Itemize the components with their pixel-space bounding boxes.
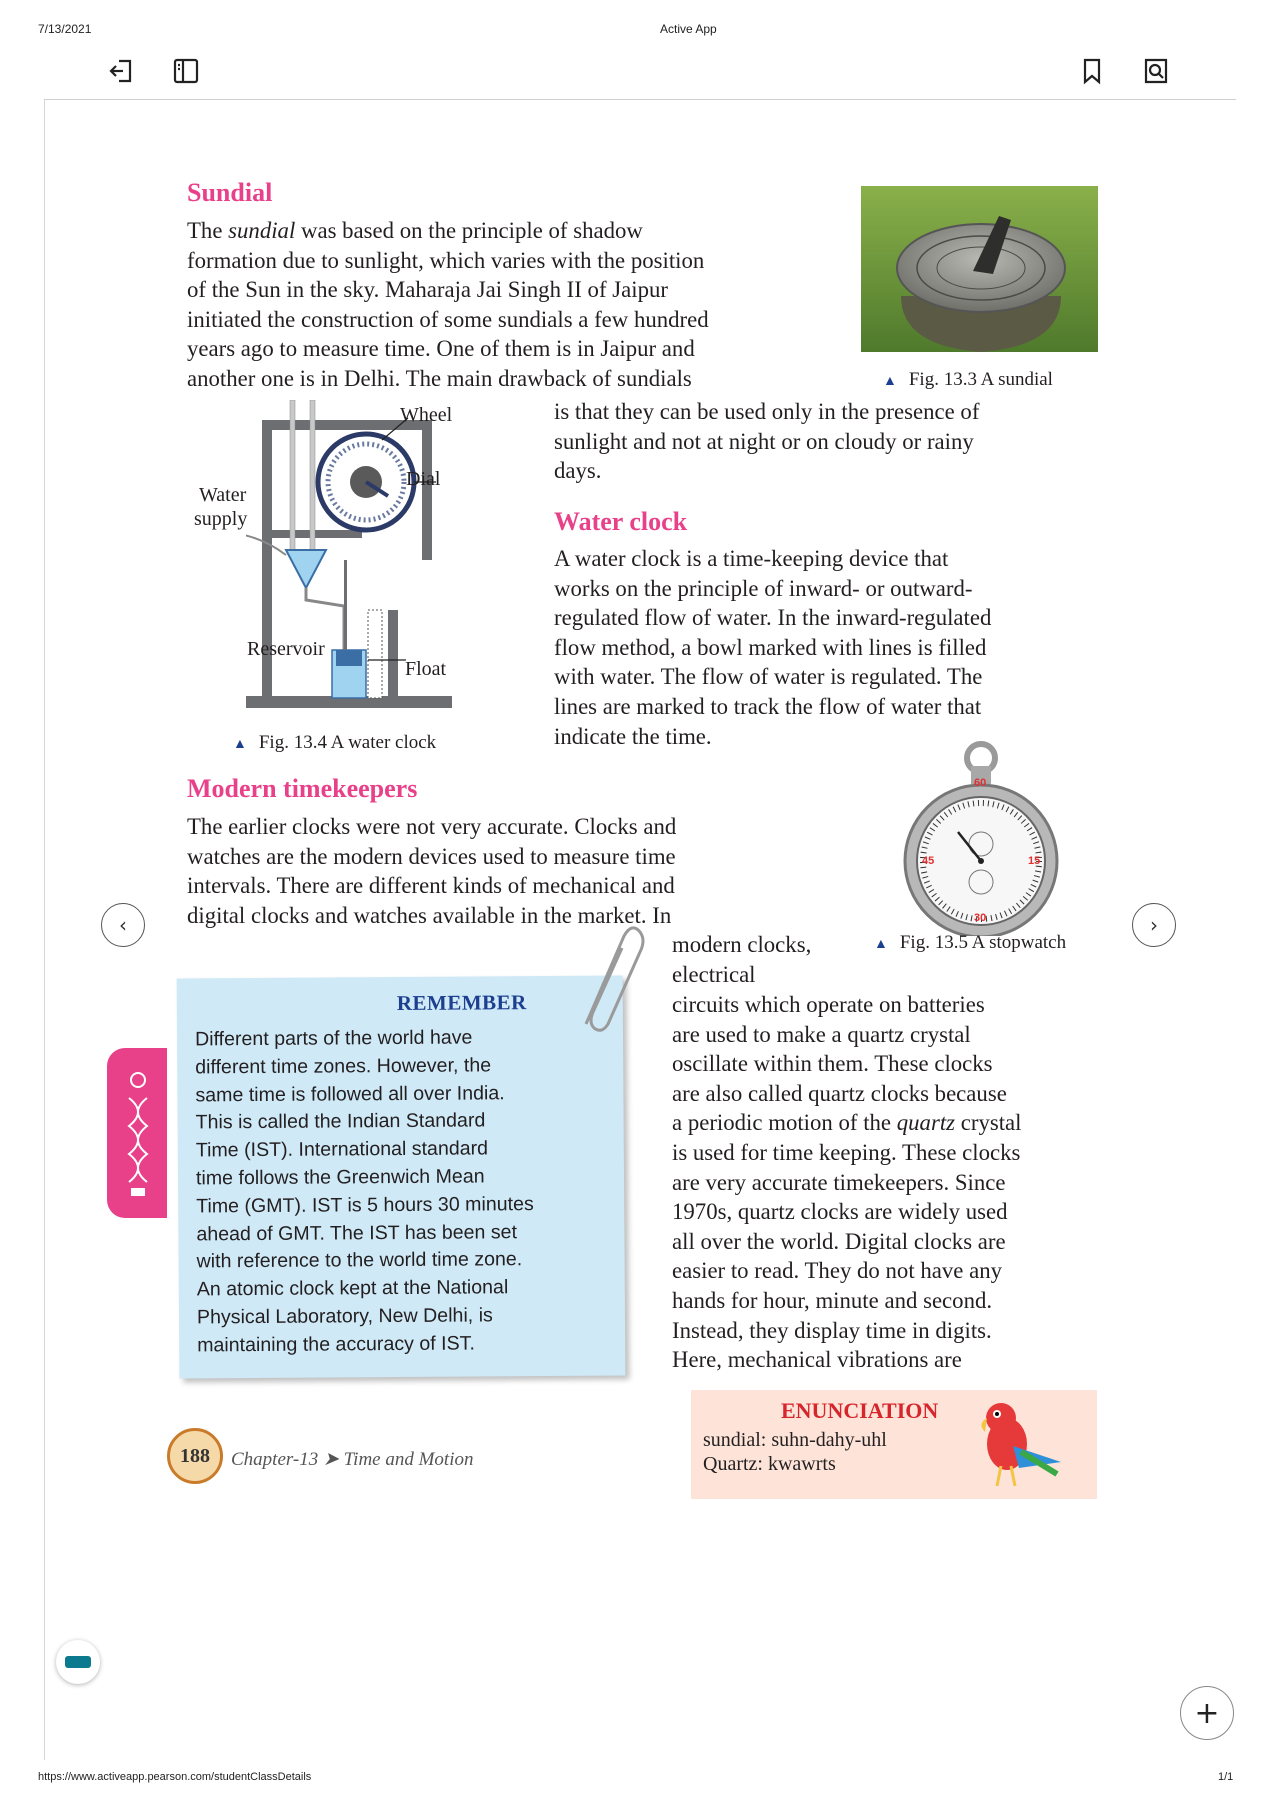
sundial-paragraph: The sundial was based on the principle of shadow formation due to sunlight, which varies with the position of the Sun in the sky. Maharaja Jai Singh II of Jaipur initiated the construction of some sundials a few hundred years ago to measure time. One of them is in Jaipur and another one is in Delhi. The main drawback of sundials	[187, 218, 709, 391]
label-supply: supply	[194, 508, 248, 530]
bookmark-icon[interactable]	[1076, 55, 1108, 87]
modern-right-b: circuits which operate on batteries are used to make a quartz crystal oscillate within them. These clocks are also called quartz clocks because a periodic motion of the quartz crystal is used for time keeping. These clocks are very accurate timekeepers. Since 1970s, quartz clocks are widely used all over the world. Digital clocks are easier to read. They do not have any hands for hour, minute and second. Instead, they display time in digits. Here, mechanical vibrations are	[672, 992, 1022, 1373]
modern-right-a: modern clocks, electrical	[672, 932, 812, 987]
toolbar-divider	[44, 99, 1236, 100]
water-clock-paragraph: A water clock is a time-keeping device that works on the principle of inward- or outward- regulated flow of water. In the inward-regulated flow method, a bowl marked with lines is filled with water. The flow of water is regulated. The lines are marked to track the flow of water that indicate the time.	[554, 546, 992, 749]
paperclip-icon	[566, 924, 646, 1034]
print-date: 7/13/2021	[38, 22, 92, 36]
notes-button[interactable]	[56, 1640, 100, 1684]
parrot-icon	[961, 1396, 1071, 1492]
water-clock-heading: Water clock	[554, 507, 688, 536]
label-wheel: Wheel	[400, 404, 453, 426]
water-clock-caption: ▲ Fig. 13.4 A water clock	[233, 732, 437, 753]
remember-box	[177, 975, 626, 1378]
print-title: Active App	[660, 22, 717, 36]
viewer-frame	[44, 100, 45, 1760]
label-float: Float	[405, 658, 447, 680]
sundial-heading: Sundial	[187, 178, 273, 207]
dna-icon	[125, 1070, 151, 1200]
sidebar-toggle-icon[interactable]	[170, 55, 202, 87]
stopwatch-45: 45	[922, 855, 935, 867]
modern-paragraph: The earlier clocks were not very accurate. Clocks and watches are the modern devices used to measure time intervals. There are different kinds of mechanical and digital clocks and watches available in the market. In	[187, 814, 677, 928]
notes-icon	[65, 1656, 91, 1668]
enunciation-title: ENUNCIATION	[781, 1398, 939, 1423]
label-water: Water	[199, 484, 247, 506]
footer-chapter: Chapter-13 ➤ Time and Motion	[231, 1449, 474, 1470]
stopwatch-60: 60	[974, 777, 987, 789]
side-tab[interactable]	[107, 1048, 167, 1218]
zoom-in-button[interactable]: +	[1180, 1686, 1234, 1740]
modern-heading: Modern timekeepers	[187, 774, 418, 803]
remember-text: Different parts of the world have different time zones. However, the same time is followed all over India. This is called the Indian Standard Time (IST). International standard time follows the Greenwich Mean Time (GMT). IST is 5 hours 30 minutes ahead of GMT. The IST has been set with reference to the world time zone. An atomic clock kept at the National Physical Laboratory, New Delhi, is maintaining the accuracy of IST.	[194, 1026, 534, 1357]
prev-page-button[interactable]: ‹	[101, 903, 145, 947]
stopwatch-30: 30	[974, 912, 987, 924]
exit-icon[interactable]	[106, 55, 138, 87]
label-dial: Dial	[406, 468, 441, 490]
stopwatch-caption: ▲ Fig. 13.5 A stopwatch	[874, 932, 1067, 953]
search-page-icon[interactable]	[1140, 55, 1172, 87]
page-number-badge: 188	[167, 1428, 223, 1484]
sundial-photo	[861, 186, 1098, 352]
sundial-continuation: is that they can be used only in the presence of sunlight and not at night or on cloudy or rainy days.	[554, 399, 980, 484]
sundial-caption: ▲ Fig. 13.3 A sundial	[883, 369, 1053, 390]
remember-title: REMEMBER	[396, 990, 527, 1016]
print-url: https://www.activeapp.pearson.com/studentClassDetails	[38, 1771, 312, 1783]
enunciation-box	[691, 1390, 1097, 1499]
book-page	[106, 104, 1176, 1499]
enunciation-text: sundial: suhn-dahy-uhl Quartz: kwawrts	[703, 1429, 887, 1475]
stopwatch-image	[896, 736, 1066, 936]
stopwatch-15: 15	[1028, 855, 1041, 867]
next-page-button[interactable]: ›	[1132, 903, 1176, 947]
print-page-count: 1/1	[1218, 1771, 1234, 1783]
label-reservoir: Reservoir	[247, 638, 325, 660]
